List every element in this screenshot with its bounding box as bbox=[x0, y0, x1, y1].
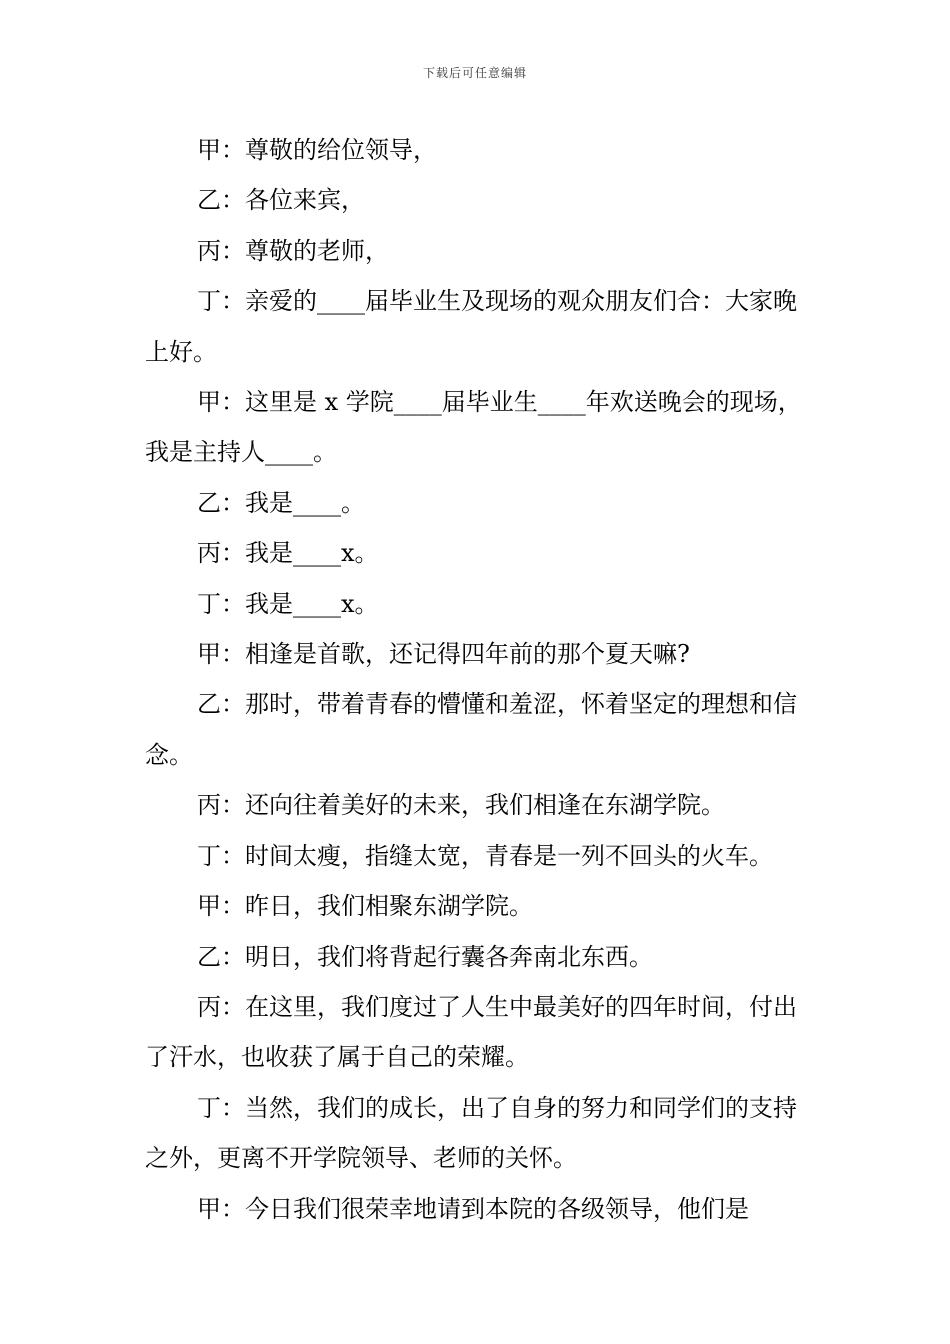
script-line: 甲：昨日，我们相聚东湖学院。 bbox=[197, 892, 533, 921]
script-line: 甲：这里是 x 学院____届毕业生____年欢送晚会的现场，我是主持人____。 bbox=[145, 388, 802, 467]
script-line: 丁：亲爱的____届毕业生及现场的观众朋友们合：大家晚上好。 bbox=[145, 287, 797, 366]
page-header-note: 下载后可任意编辑 bbox=[422, 66, 527, 80]
script-line: 丙：在这里，我们度过了人生中最美好的四年时间，付出了汗水，也收获了属于自己的荣耀。 bbox=[145, 992, 797, 1072]
script-line: 乙：各位来宾， bbox=[197, 186, 365, 215]
script-line: 丙：还向往着美好的未来，我们相逢在东湖学院。 bbox=[197, 791, 725, 820]
script-line: 乙：那时，带着青春的懵懂和羞涩，怀着坚定的理想和信念。 bbox=[145, 690, 797, 769]
script-line: 乙：明日，我们将背起行囊各奔南北东西。 bbox=[197, 942, 653, 971]
script-line: 丁：时间太瘦，指缝太宽，青春是一列不回头的火车。 bbox=[197, 841, 773, 870]
script-line: 甲：尊敬的给位领导， bbox=[197, 136, 437, 164]
script-line: 丁：当然，我们的成长，出了自身的努力和同学们的支持之外，更离不开学院领导、老师的关怀。 bbox=[145, 1093, 797, 1173]
script-line: 丁：我是____x。 bbox=[197, 589, 379, 618]
script-body bbox=[145, 125, 810, 1234]
script-line: 丙：尊敬的老师， bbox=[197, 236, 389, 265]
script-line: 乙：我是____。 bbox=[197, 488, 365, 517]
script-line: 甲：今日我们很荣幸地请到本院的各级领导，他们是 bbox=[197, 1194, 749, 1223]
script-line: 甲：相逢是首歌，还记得四年前的那个夏天嘛? bbox=[197, 640, 690, 669]
script-line: 丙：我是____x。 bbox=[197, 539, 379, 568]
